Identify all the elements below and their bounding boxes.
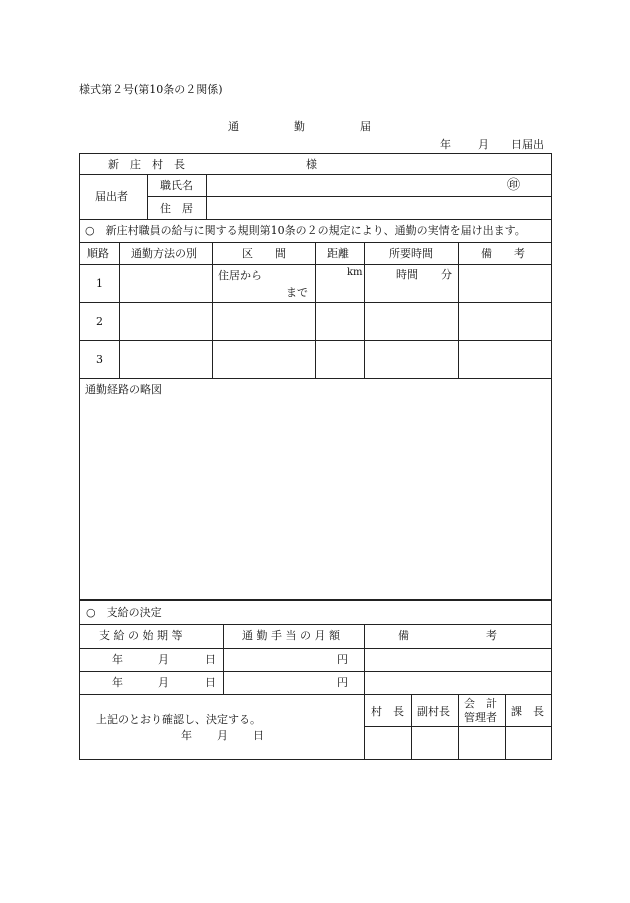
header-method: 通勤方法の別 (131, 247, 197, 260)
rule (79, 624, 552, 625)
time-hours-unit: 時間 (396, 268, 418, 281)
header-section: 区 間 (242, 247, 286, 260)
decision-month: 月 (158, 653, 169, 666)
decision-heading: ○ 支給の決定 (86, 606, 162, 619)
decision-day: 日 (205, 653, 216, 666)
declaration-text: ○ 新庄村職員の給与に関する規則第10条の２の規定により、通勤の実情を届け出ます。 (85, 224, 526, 237)
date-month: 月 (478, 138, 489, 151)
rule (364, 726, 552, 727)
decision-year: 年 (112, 653, 123, 666)
confirmation-text: 上記のとおり確認し、決定する。 (96, 713, 261, 726)
row-number: 1 (96, 277, 103, 290)
rule (147, 196, 552, 197)
rule (458, 242, 459, 379)
rule (79, 174, 552, 175)
row-number: 2 (96, 315, 103, 328)
route-map-label: 通勤経路の略図 (85, 383, 162, 396)
decision-header-remarks: 備 考 (398, 629, 497, 642)
header-route: 順路 (87, 247, 109, 260)
addressee-honorific: 様 (306, 158, 317, 171)
decision-yen: 円 (337, 653, 348, 666)
decision-header-start: 支 給 の 始 期 等 (99, 629, 183, 642)
rule (79, 671, 552, 672)
header-distance: 距離 (327, 247, 349, 260)
rule (364, 624, 365, 760)
confirmation-month: 月 (217, 729, 228, 742)
distance-unit: km (347, 267, 363, 278)
decision-yen: 円 (337, 676, 348, 689)
date-year: 年 (440, 138, 451, 151)
address-label: 住 居 (160, 202, 193, 215)
section-from: 住居から (218, 269, 262, 282)
rule (411, 694, 412, 760)
form-title: 通 勤 届 (228, 120, 371, 133)
route-map-box (79, 378, 552, 600)
section-to: まで (286, 286, 308, 299)
approver-deputy: 副村長 (417, 705, 450, 718)
date-day-submit: 日届出 (511, 138, 544, 151)
confirmation-day: 日 (253, 729, 264, 742)
rule (79, 694, 552, 695)
rule (212, 242, 213, 379)
rule (79, 648, 552, 649)
position-name-label: 職氏名 (160, 179, 193, 192)
header-time: 所要時間 (389, 247, 433, 260)
decision-header-amount: 通 勤 手 当 の 月 額 (242, 629, 340, 642)
approver-village-head: 村 長 (371, 705, 404, 718)
rule (364, 242, 365, 379)
addressee-name: 新 庄 村 長 (108, 158, 185, 171)
time-minutes-unit: 分 (441, 268, 452, 281)
header-remarks: 備 考 (481, 247, 525, 260)
form-number: 様式第２号(第10条の２関係) (79, 83, 223, 96)
approver-section-chief: 課 長 (511, 705, 544, 718)
confirmation-year: 年 (181, 729, 192, 742)
rule (458, 694, 459, 760)
seal-icon: ㊞ (507, 178, 521, 193)
decision-year: 年 (112, 676, 123, 689)
rule (79, 219, 552, 220)
decision-day: 日 (205, 676, 216, 689)
rule (505, 694, 506, 760)
row-number: 3 (96, 353, 103, 366)
applicant-label: 届出者 (95, 190, 128, 203)
approver-accounting: 会 計 (464, 697, 497, 710)
rule (119, 242, 120, 379)
approver-accounting-manager: 管理者 (464, 711, 497, 724)
rule (315, 242, 316, 379)
decision-month: 月 (158, 676, 169, 689)
rule (223, 624, 224, 694)
